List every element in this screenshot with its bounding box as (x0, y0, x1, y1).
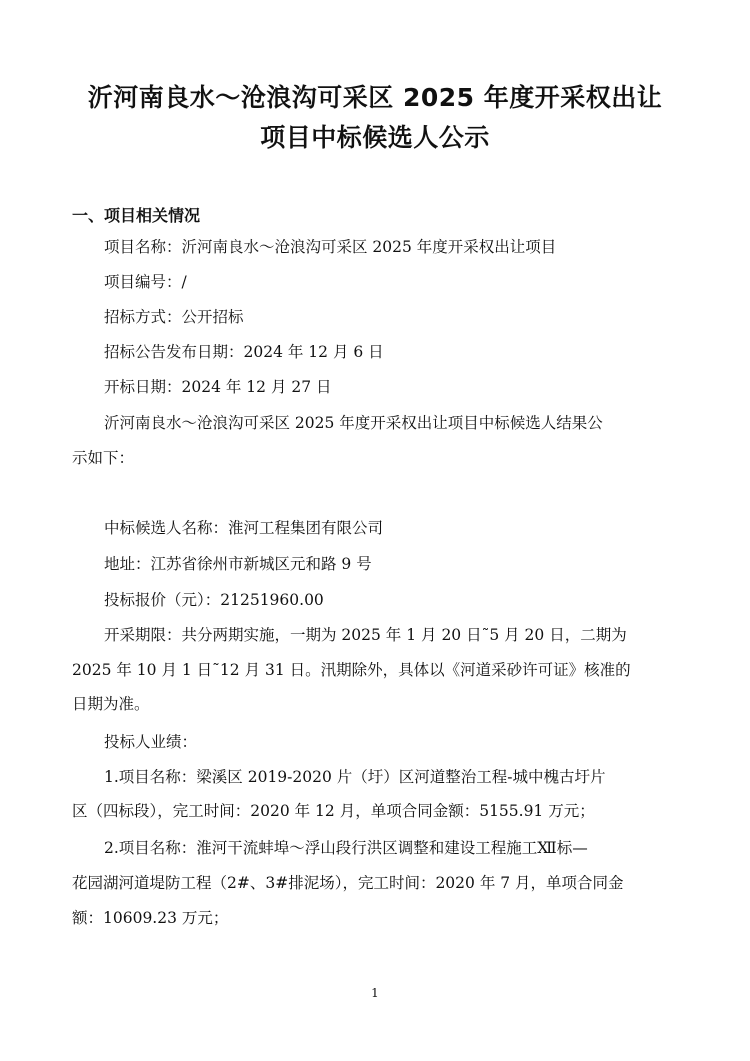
candidate-name-line: 中标候选人名称：淮河工程集团有限公司 (104, 519, 384, 537)
mining-period-line-1: 开采期限：共分两期实施，一期为 2025 年 1 月 20 日˜5 月 20 日，二期为 (104, 626, 627, 644)
document-title-line-2: 项目中标候选人公示 (260, 123, 490, 152)
project-name-line: 项目名称：沂河南良水～沧浪沟可采区 2025 年度开采权出让项目 (104, 238, 557, 256)
document-title-line-1: 沂河南良水～沧浪沟可采区 2025 年度开采权出让 (87, 83, 663, 112)
bid-price-line: 投标报价（元）：21251960.00 (104, 591, 324, 609)
performance-2-line-3: 额：10609.23 万元； (72, 909, 229, 927)
performance-1-line-1: 1.项目名称：梁溪区 2019-2020 片（圩）区河道整治工程-城中槐古圩片 (104, 768, 606, 786)
mining-period-line-2: 2025 年 10 月 1 日˜12 月 31 日。汛期除外，具体以《河道采砂许可证》核准的 (72, 661, 631, 679)
intro-paragraph-line-1: 沂河南良水～沧浪沟可采区 2025 年度开采权出让项目中标候选人结果公 (104, 414, 603, 432)
bid-method-line: 招标方式：公开招标 (104, 308, 244, 326)
page-number: 1 (371, 986, 379, 1000)
opening-date-line: 开标日期：2024 年 12 月 27 日 (104, 378, 332, 396)
performance-heading: 投标人业绩： (104, 733, 198, 751)
performance-2-line-1: 2.项目名称：淮河干流蚌埠～浮山段行洪区调整和建设工程施工Ⅻ标— (104, 839, 588, 857)
performance-1-line-2: 区（四标段），完工时间：2020 年 12 月，单项合同金额：5155.91 万元； (72, 802, 595, 820)
address-line: 地址：江苏省徐州市新城区元和路 9 号 (104, 555, 372, 573)
performance-2-line-2: 花园湖河道堤防工程（2#、3#排泥场），完工时间：2020 年 7 月，单项合同金 (72, 874, 624, 892)
announcement-date-line: 招标公告发布日期：2024 年 12 月 6 日 (104, 343, 384, 361)
project-number-line: 项目编号：/ (104, 273, 187, 291)
mining-period-line-3: 日期为准。 (72, 695, 150, 713)
section-heading: 一、项目相关情况 (72, 206, 201, 225)
intro-paragraph-line-2: 示如下： (72, 449, 135, 467)
